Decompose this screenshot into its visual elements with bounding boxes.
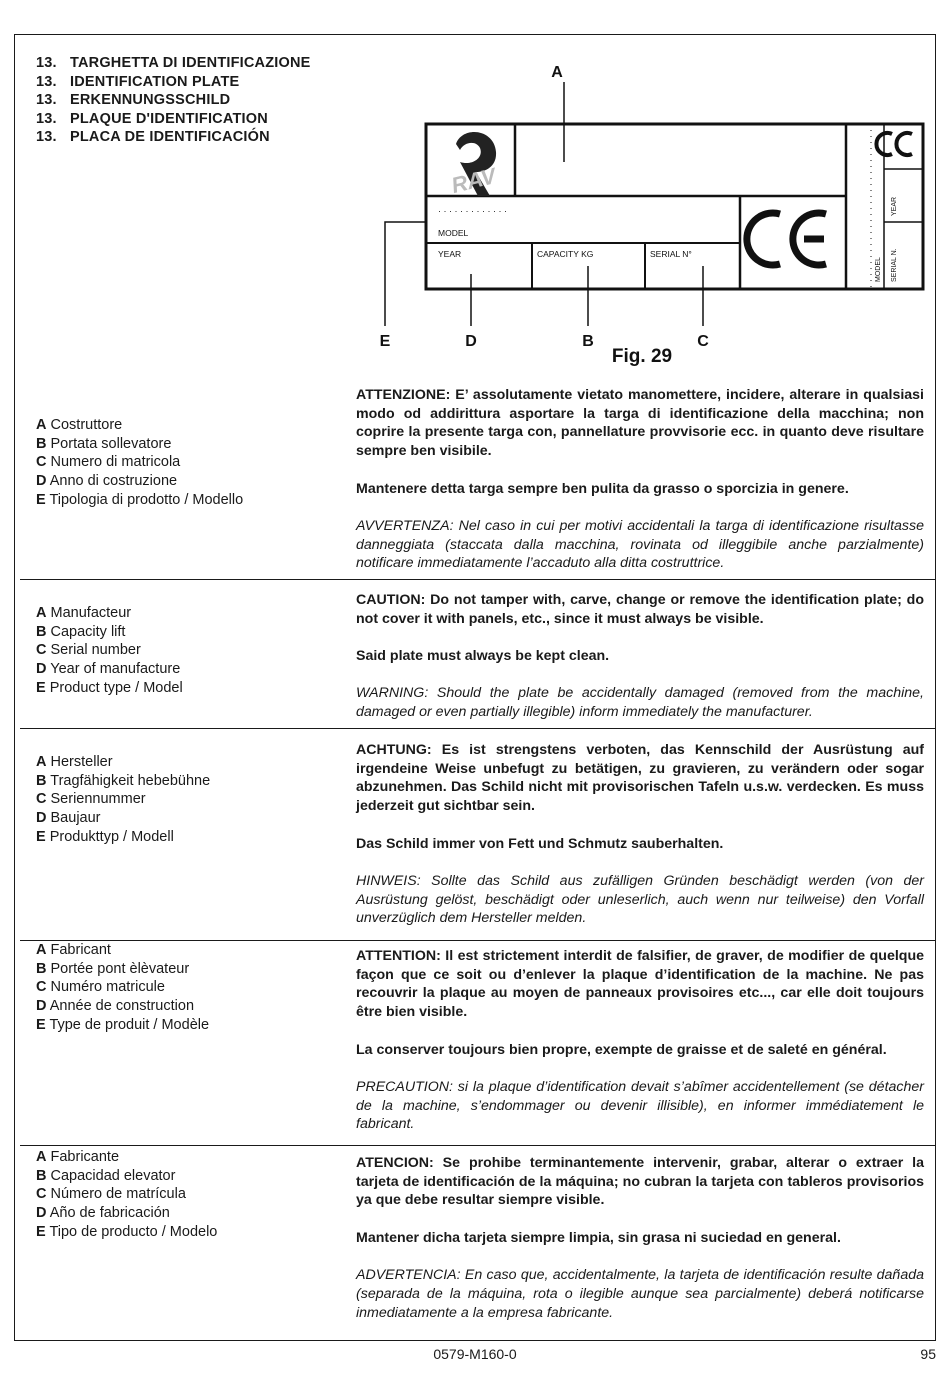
section-divider (20, 1145, 936, 1146)
note-paragraph: PRECAUTION: si la plaque d’identification devait s’abîmer accidentellement (se détacher de la machine, s’endommager ou devenir illisible), en informer immédiatement le fabricant. (356, 1078, 924, 1133)
warning-text-block (356, 741, 924, 947)
legend-list: A Hersteller B Tragfähigkeit hebebühne C Seriennummer D Baujaur E Produkttyp / Modell (36, 754, 211, 845)
clean-paragraph: Said plate must always be kept clean. (356, 648, 610, 665)
ce-mark-large (747, 213, 826, 265)
warning-paragraph: ATENCION: Se prohibe terminantemente intervenir, grabar, alterar o extraer la tarjeta de identificación de la máquina; no cubran la tarjeta con tableros provisorios ya que debe resultar siempre visible. (356, 1155, 924, 1209)
warning-text-block (356, 386, 924, 592)
warning-text-block (356, 947, 924, 1153)
side-serial-label: SERIAL N. (891, 248, 898, 282)
side-year-label: YEAR (891, 196, 898, 216)
heading-en: 13. IDENTIFICATION PLATE (36, 73, 240, 90)
section-divider (20, 579, 936, 580)
plate-year-label: YEAR (438, 249, 462, 259)
warning-paragraph: ACHTUNG: Es ist strengstens verboten, das Kennschild der Ausrüstung auf irgendeine Weise unbefugt zu betätigen, zu gravieren, zu verändern oder sogar abzunehmen. Das Schild nicht mit provisorischen Tafeln u.s.w. verdecken. Es muss jederzeit gut sichtbar sein. (356, 742, 924, 815)
clean-paragraph: Mantenere detta targa sempre ben pulita da grasso o sporcizia in genere. (356, 480, 849, 497)
plate-model-label: MODEL (438, 228, 469, 238)
ce-mark-small (876, 133, 912, 155)
heading-de: 13. ERKENNUNGSSCHILD (36, 92, 231, 109)
warning-paragraph: ATTENTION: Il est strictement interdit de falsifier, de graver, de modifier de quelque façon que ce soit ou d’enlever la plaque d’identification de la machine. Ne pas recouvrir la plaque au moyen de panneaux provisoires etc..., car elle doit toujours être bien visible. (356, 948, 924, 1021)
note-paragraph: AVVERTENZA: Nel caso in cui per motivi accidentali la targa di identificazione risultasse danneggiata (staccata dalla macchina, rovinata od illeggibile anche parzialmente) notificare immediatamente l’accaduto alla ditta costruttrice. (356, 517, 924, 572)
callout-b: B (582, 333, 594, 350)
side-model-label: MODEL (875, 257, 882, 282)
legend-list: A Costruttore B Portata sollevatore C Numero di matricola D Anno di costruzione E Tipologia di prodotto / Modello (36, 417, 244, 508)
heading-es: 13. PLACA DE IDENTIFICACIÓN (36, 129, 270, 146)
heading-fr: 13. PLAQUE D'IDENTIFICATION (36, 110, 268, 127)
clean-paragraph: Mantener dicha tarjeta siempre limpia, sin grasa ni suciedad en general. (356, 1229, 841, 1246)
legend-list: A Manufacteur B Capacity lift C Serial number D Year of manufacture E Product type / Model (36, 605, 183, 696)
callout-c: C (697, 333, 709, 350)
plate-serial-label: SERIAL N° (650, 249, 692, 259)
figure-caption: Fig. 29 (611, 346, 673, 367)
warning-text-block (356, 591, 924, 741)
heading-it: 13. TARGHETTA DI IDENTIFICAZIONE (36, 55, 311, 71)
callout-d: D (465, 333, 477, 350)
plate-dots: · · · · · · · · · · · · · (438, 206, 507, 216)
legend-list: A Fabricante B Capacidad elevator C Número de matrícula D Año de fabricación E Tipo de producto / Modelo (36, 1149, 218, 1240)
note-paragraph: ADVERTENCIA: En caso que, accidentalmente, la tarjeta de identificación resulte dañada (separada de la máquina, rota o ilegible aunque sea parcialmente) deberá notificarse inmediatamente a la empresa fabricante. (356, 1267, 924, 1321)
legend-list: A Fabricant B Portée pont èlèvateur C Numéro matricule D Année de construction E Type de produit / Modèle (36, 942, 210, 1033)
warning-text-block (356, 1154, 924, 1341)
plate-capacity-label: CAPACITY KG (537, 249, 594, 259)
logo-text: RAV (448, 162, 499, 199)
document-code: 0579-M160-0 (433, 1346, 517, 1362)
note-paragraph: HINWEIS: Sollte das Schild aus zufälligen Gründen beschädigt werden (von der Ausrüstung gelöst, beschädigt oder unleserlich, auch wenn nur teilweise) den Vorfall unverzüglich dem Hersteller melden. (356, 872, 924, 927)
callout-e: E (379, 333, 391, 350)
warning-paragraph: ATTENZIONE: E’ assolutamente vietato manomettere, incidere, alterare in qualsiasi modo od addirittura asportare la targa di identificazione della macchina; non coprire la presente targa con, pannellature provvisorie ecc. in quanto deve risultare sempre ben visibile. (356, 387, 924, 460)
note-paragraph: WARNING: Should the plate be accidentally damaged (removed from the machine, damaged or even partially illegible) inform immediately the manufacturer. (356, 685, 924, 721)
callout-a: A (551, 64, 563, 81)
identification-plate-figure (370, 56, 930, 376)
section-headings (36, 54, 311, 147)
clean-paragraph: La conserver toujours bien propre, exempte de graisse et de saleté en général. (356, 1041, 887, 1058)
section-divider (20, 728, 936, 729)
page-number: 95 (920, 1346, 936, 1362)
clean-paragraph: Das Schild immer von Fett und Schmutz sauberhalten. (356, 835, 724, 852)
rav-logo (449, 132, 501, 198)
warning-paragraph: CAUTION: Do not tamper with, carve, change or remove the identification plate; do not cover it with panels, etc., since it must always be visible. (356, 592, 924, 627)
